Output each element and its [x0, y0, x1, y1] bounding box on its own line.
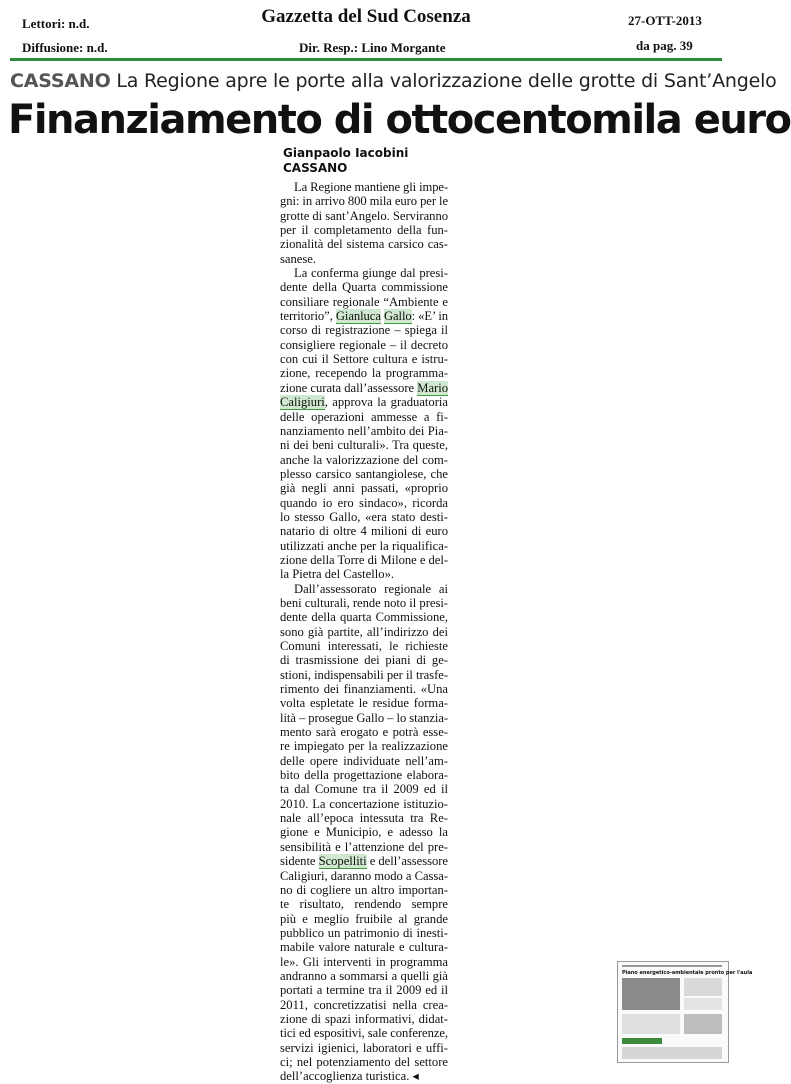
body-line: zione curata dall’assessore Mario	[280, 380, 448, 395]
body-line: più e meglio fruibile al grande	[280, 911, 448, 926]
name-highlight: Mario	[417, 380, 448, 395]
body-line: andranno a sommarsi a quelli già	[280, 968, 448, 983]
publication-title: Gazzetta del Sud Cosenza	[261, 6, 471, 27]
thumbnail-photo	[622, 978, 680, 1010]
body-line: la Pietra del Castello».	[280, 567, 395, 582]
body-line: te risultato, rendendo sempre	[280, 897, 448, 912]
dateline-location: CASSANO	[283, 161, 348, 175]
body-line: 2010. La concertazione istituzio-	[280, 796, 448, 811]
author-name: Gianpaolo Iacobini	[283, 146, 409, 160]
body-line: gione e Municipio, e adesso la	[280, 825, 448, 840]
body-line: sensibilità e l’attenzione del pre-	[280, 839, 448, 854]
body-line: servizi igienici, laboratori e uffi-	[280, 1040, 448, 1055]
body-line: grotte di sant’Angelo. Serviranno	[280, 208, 448, 223]
body-line: portati a termine tra il 2009 ed il	[280, 983, 448, 998]
body-line: per il completamento della fun-	[280, 223, 448, 238]
body-line: utilizzati anche per la riqualifica-	[280, 538, 448, 553]
body-line: pubblico un patrimonio di inesti-	[280, 925, 448, 940]
body-line: di trasmissione dei piani di ge-	[280, 653, 448, 668]
body-line: mento sarà erogato e potrà esse-	[280, 725, 448, 740]
thumbnail-text-block	[622, 1047, 722, 1059]
body-line: nanziamento nell’ambito dei Pia-	[280, 423, 448, 438]
body-line: zione di spazi informativi, didat-	[280, 1011, 448, 1026]
body-line: gni: in arrivo 800 mila euro per le	[280, 194, 448, 209]
body-line: Caligiuri, daranno modo a Cassa-	[280, 868, 448, 883]
publication-date: 27-OTT-2013	[628, 13, 702, 28]
page-reference: da pag. 39	[636, 38, 693, 53]
body-line: ni dei beni culturali». Tra queste,	[280, 438, 448, 453]
body-line: tici ed espositivi, sale conferenze,	[280, 1026, 448, 1041]
body-line: mabile valore naturale e cultura-	[280, 940, 448, 955]
body-line: dell’accoglienza turistica. ◂	[280, 1069, 419, 1084]
body-line: ta dal Comune tra il 2009 ed il	[280, 782, 448, 797]
readers-label: Lettori: n.d.	[22, 16, 90, 31]
body-line: sono già partite, all’indirizzo dei	[280, 624, 448, 639]
article-headline: Finanziamento di ottocentomila euro	[8, 97, 791, 143]
body-line: dente della Quarta commissione	[280, 280, 448, 295]
body-line: zionalità del sistema carsico cas-	[280, 237, 448, 252]
body-line: Caligiuri, approva la graduatoria	[280, 395, 448, 410]
kicker-text: La Regione apre le porte alla valorizzazione delle grotte di Sant’Angelo	[110, 70, 777, 92]
name-highlight: Scopelliti	[318, 854, 367, 869]
body-line: le». Gli interventi in programma	[280, 954, 448, 969]
body-line: zione della Torre di Milone e del-	[280, 552, 448, 567]
body-line: quando io ero sindaco», ricorda	[280, 495, 448, 510]
body-line: ci; nel potenziamento del settore	[280, 1054, 448, 1069]
body-line: nale all’epoca intessuta tra Re-	[280, 811, 448, 826]
thumbnail-green-bar	[622, 1038, 662, 1044]
body-line: Dall’assessorato regionale ai	[294, 581, 448, 596]
thumbnail-photo	[684, 1014, 722, 1034]
body-line: delle operazioni ammesse a fi-	[280, 409, 448, 424]
body-line: delle opere individuate nell’am-	[280, 753, 448, 768]
circulation-label: Diffusione: n.d.	[22, 40, 108, 55]
body-line: no di cogliere un altro importan-	[280, 882, 448, 897]
kicker-city: CASSANO	[10, 70, 111, 92]
article-kicker	[10, 70, 777, 92]
name-highlight: Caligiuri	[280, 395, 325, 410]
body-line: con cui il Settore cultura e istru-	[280, 352, 448, 367]
thumbnail-title: Piano energetico-ambientale pronto per l'aula	[622, 970, 753, 976]
body-line: lità – prosegue Gallo – lo stanzia-	[280, 710, 448, 725]
body-line: dente della quarta Commissione,	[280, 610, 448, 625]
body-line: stioni, indispensabili per il trasfe-	[280, 667, 448, 682]
body-line: zione, recependo la programma-	[280, 366, 448, 381]
body-line: consigliere regionale – il decreto	[280, 337, 448, 352]
name-highlight: Gianluca	[335, 309, 381, 324]
body-line: La Regione mantiene gli impe-	[294, 180, 448, 194]
thumbnail-text-block	[684, 978, 722, 996]
article-body	[280, 180, 448, 1084]
body-line: plesso carsico santangiolese, che	[280, 466, 448, 481]
body-line: lo stesso Gallo, «era stato desti-	[280, 509, 448, 524]
director-label: Dir. Resp.: Lino Morgante	[299, 40, 446, 55]
body-line: sidente Scopelliti e dell’assessore	[280, 854, 448, 869]
body-line: corso di registrazione – spiega il	[280, 323, 448, 338]
thumbnail-header-bar	[622, 965, 722, 967]
thumbnail-text-block	[622, 1014, 680, 1034]
thumbnail-text-block	[684, 998, 722, 1010]
body-line: già negli anni passati, «proprio	[280, 481, 448, 496]
body-line: territorio”, Gianluca Gallo: «E’ in	[280, 309, 448, 324]
body-line: volta espletate le residue forma-	[280, 696, 448, 711]
name-highlight: Gallo	[383, 309, 412, 324]
body-line: 2011, concretizzatisi nella crea-	[280, 997, 448, 1012]
body-line: rimento dei finanziamenti. «Una	[280, 682, 448, 697]
page-thumbnail	[617, 961, 753, 1063]
body-line: sanese.	[280, 251, 317, 266]
body-line: beni culturali, rende noto il presi-	[280, 595, 448, 610]
header-rule	[10, 58, 722, 61]
body-line: Comuni interessati, le richieste	[280, 639, 448, 653]
body-line: La conferma giunge dal presi-	[294, 266, 448, 281]
body-line: consiliare regionale “Ambiente e	[280, 294, 448, 309]
body-line: bito della progettazione elabora-	[280, 768, 448, 783]
byline	[283, 146, 408, 176]
body-line: re impiegato per la realizzazione	[280, 739, 448, 754]
body-line: anche la valorizzazione del com-	[280, 452, 448, 467]
body-line: natario di oltre 4 milioni di euro	[280, 524, 448, 539]
